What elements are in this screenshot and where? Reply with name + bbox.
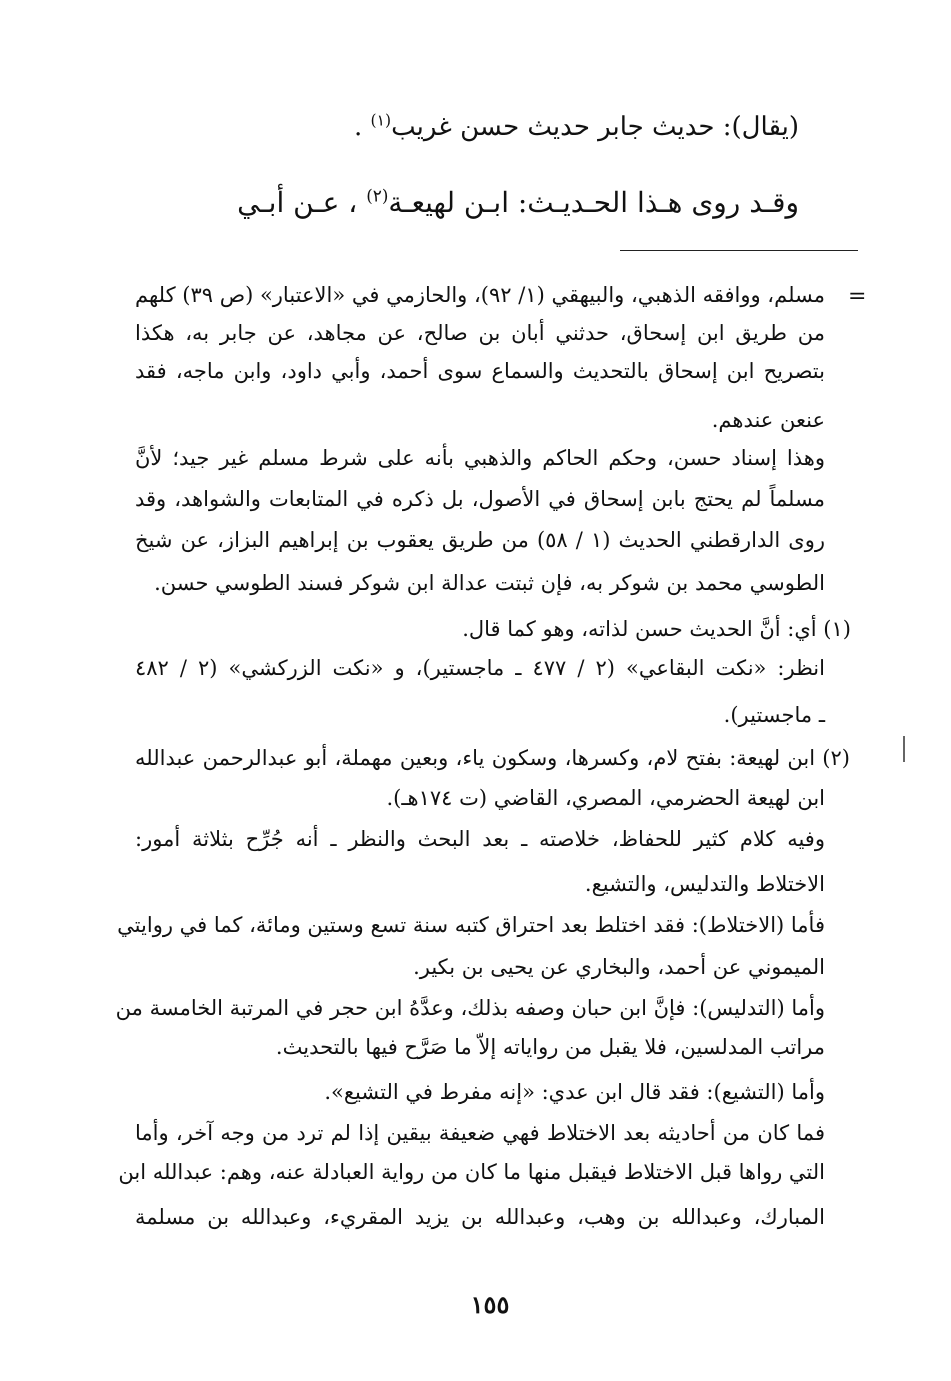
main-text-line-2 <box>237 186 799 219</box>
main-text-line-1-text: (يقال): حديث جابر حديث حسن غريب <box>391 112 799 142</box>
main-text-line-1-end: . <box>354 112 371 142</box>
footnote-2-line: مراتب المدلسين، فلا يقبل من رواياته إلاّ ما صَرَّح فيها بالتحديث. <box>275 1035 825 1059</box>
footnote-2-line: فما كان من أحاديثه بعد الاختلاط فهي ضعيفة بيقين إذا لم ترد من وجه آخر، وأما <box>135 1121 825 1145</box>
footnote-2-line: وأما (التشيع): فقد قال ابن عدي: «إنه مفرط في التشيع». <box>324 1080 825 1104</box>
footnote-2-line: (٢) ابن لهيعة: بفتح لام، وكسرها، وسكون ياء، وبعين مهملة، أبو عبدالرحمن عبدالله <box>135 746 850 770</box>
continuation-mark: = <box>848 284 867 309</box>
footnote-continuation-line: الطوسي محمد بن شوكر به، فإن ثبتت عدالة ابن شوكر فسند الطوسي حسن. <box>154 571 825 595</box>
footnote-2-line: وفيه كلام كثير للحفاظ، خلاصته ـ بعد البحث والنظر ـ أنه جُرِّح بثلاثة أمور: <box>135 827 825 851</box>
main-text-line-1 <box>354 112 799 142</box>
footnote-continuation-line: بتصريح ابن إسحاق بالتحديث والسماع سوى أحمد، وأبي داود، وابن ماجه، فقد <box>135 359 825 383</box>
footnote-continuation-line: روى الدارقطني الحديث (١ / ٥٨) من طريق يعقوب بن إبراهيم البزاز، عن شيخ <box>135 528 825 552</box>
footnote-2-line: ابن لهيعة الحضرمي، المصري، القاضي (ت ١٧٤هـ). <box>386 786 825 810</box>
footnote-2-line: المبارك، وعبدالله بن وهب، وعبدالله بن يزيد المقريء، وعبدالله بن مسلمة <box>135 1205 825 1229</box>
footnote-2-line: الاختلاط والتدليس، والتشيع. <box>584 872 825 896</box>
footnote-continuation-line: مسلم، ووافقه الذهبي، والبيهقي (١/ ٩٢)، والحازمي في «الاعتبار» (ص ٣٩) كلهم <box>134 283 825 307</box>
page-number: ١٥٥ <box>470 1290 510 1319</box>
footnote-2-line: التي رواها قبل الاختلاط فيقبل منها ما كان من رواية العبادلة عنه، وهم: عبدالله ابن <box>118 1160 825 1184</box>
footnote-ref-2: (٢) <box>366 185 389 206</box>
footnote-continuation-line: مسلماً لم يحتج بابن إسحاق في الأصول، بل ذكره في المتابعات والشواهد، وقد <box>135 487 825 511</box>
footnote-separator <box>620 250 858 251</box>
footnote-2-line: الميموني عن أحمد، والبخاري عن يحيى بن بكير. <box>413 955 825 979</box>
margin-mark <box>903 736 905 762</box>
footnote-continuation-line: من طريق ابن إسحاق، حدثني أبان بن صالح، عن مجاهد، عن جابر به، هكذا <box>135 321 825 345</box>
footnote-ref-1: (١) <box>370 111 392 130</box>
footnote-continuation-line: وهذا إسناد حسن، وحكم الحاكم والذهبي بأنه على شرط مسلم غير جيد؛ لأنَّ <box>135 446 825 470</box>
main-text-line-2-b: ، عـن أبـي <box>237 186 358 219</box>
footnote-continuation-line: عنعن عندهم. <box>711 408 825 432</box>
footnote-2-line: وأما (التدليس): فإنَّ ابن حبان وصفه بذلك، وعدَّهُ ابن حجر في المرتبة الخامسة من <box>115 996 825 1020</box>
footnote-1-line: انظر: «نكت البقاعي» (٢ / ٤٧٧ ـ ماجستير)، و «نكت الزركشي» (٢ / ٤٨٢ <box>135 656 825 680</box>
footnote-2-line: فأما (الاختلاط): فقد اختلط بعد احتراق كتبه سنة تسع وستين ومائة، كما في روايتي <box>117 913 825 937</box>
footnote-1-line: (١) أي: أنَّ الحديث حسن لذاته، وهو كما قال. <box>462 617 851 641</box>
main-text-line-2-a: وقـد روى هـذا الحـديـث: ابـن لهيعـة <box>388 186 799 219</box>
footnote-1-line: ـ ماجستير). <box>723 703 825 727</box>
